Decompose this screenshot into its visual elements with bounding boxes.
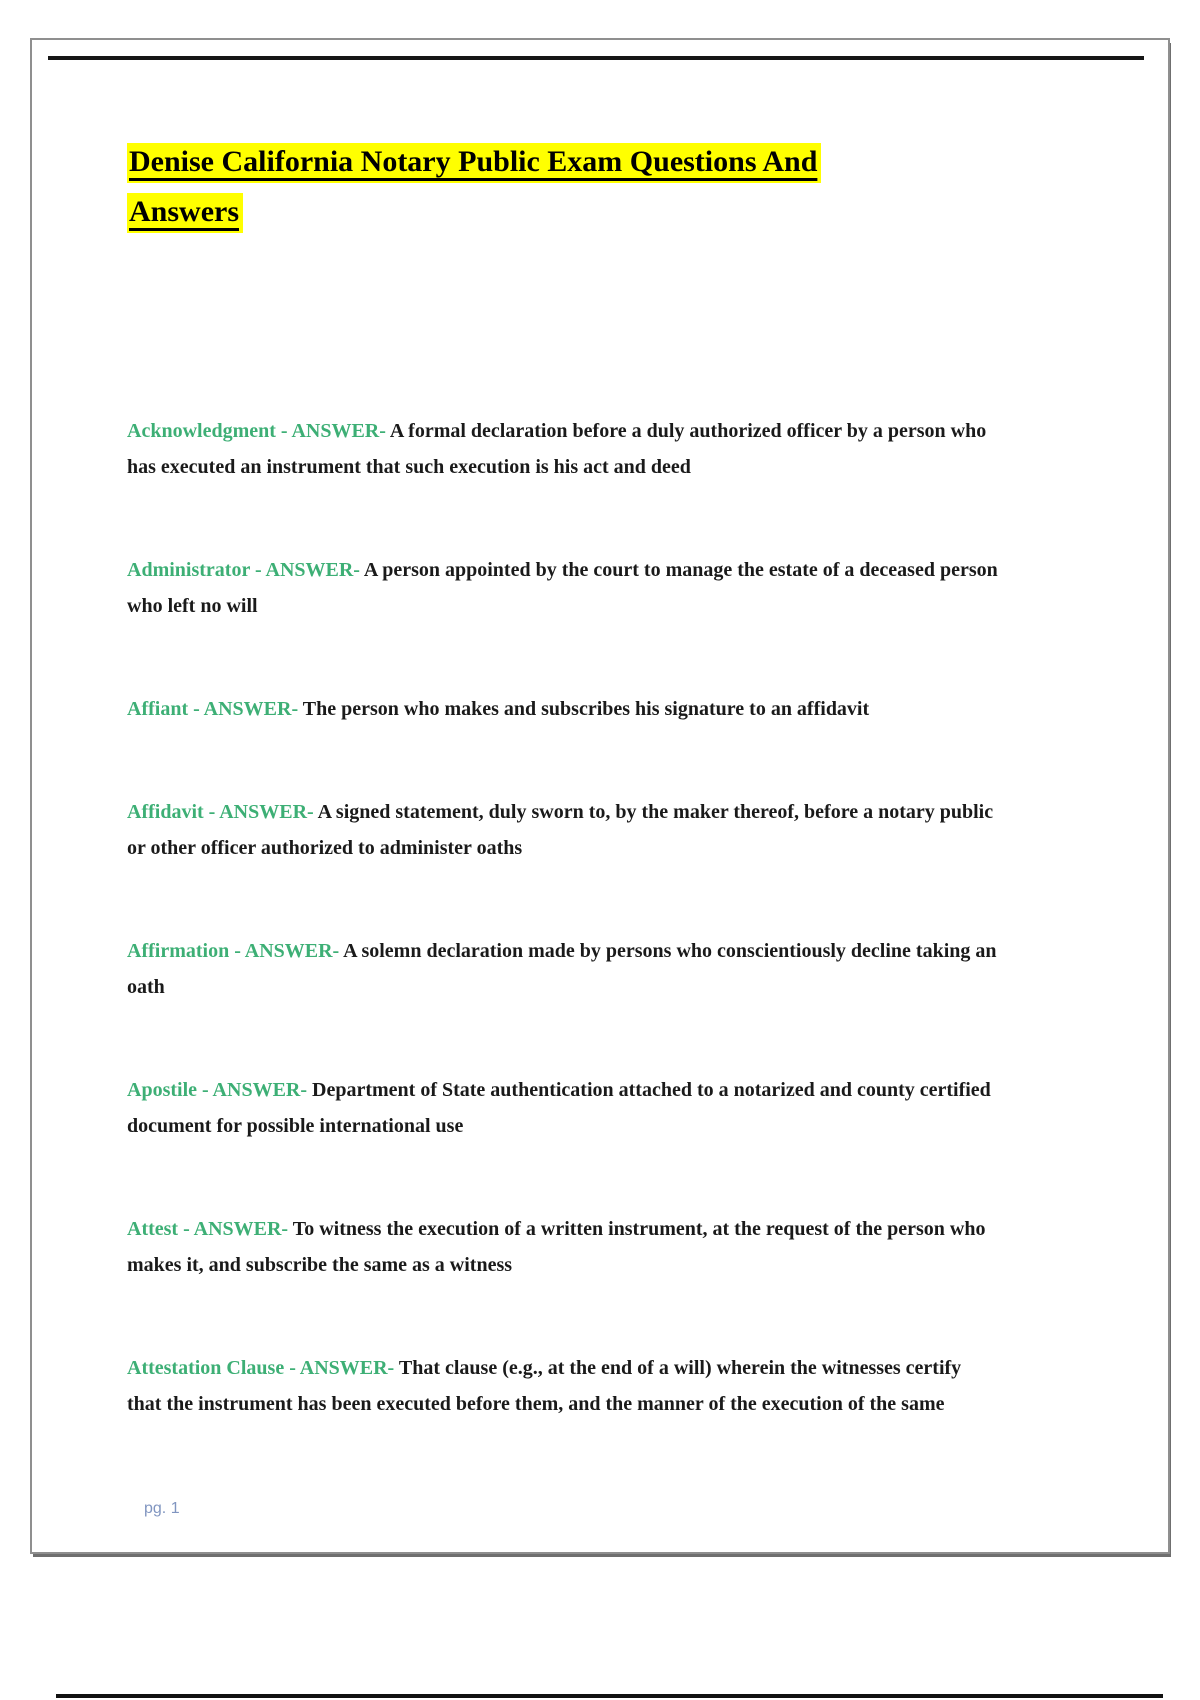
definition-text: That clause (e.g., at the end of a will) wherein the witnesses certify that the instrument has been executed before them, and the manner of the execution of the same [127,1357,962,1415]
page-title-highlight: Denise California Notary Public Exam Questions And Answers [127,143,821,233]
definition-text: Department of State authentication attached to a notarized and county certified document for possible international use [127,1079,991,1137]
term-label: Apostile - ANSWER- [127,1079,308,1101]
document-page [30,38,1170,1554]
definition-text: To witness the execution of a written instrument, at the request of the person who makes it, and subscribe the same as a witness [127,1218,986,1276]
qa-entry [127,933,999,1005]
next-page-header-rule [56,1694,1163,1698]
term-label: Administrator - ANSWER- [127,559,360,581]
qa-entry [127,413,999,485]
term-label: Acknowledgment - ANSWER- [127,420,386,442]
term-label: Affirmation - ANSWER- [127,940,340,962]
qa-entry [127,1072,999,1144]
definition-text: A person appointed by the court to manage the estate of a deceased person who left no will [127,559,998,617]
page-number: pg. 1 [144,1500,180,1517]
page-title [127,137,927,237]
definition-text: The person who makes and subscribes his signature to an affidavit [302,698,870,720]
qa-entry [127,691,999,727]
definition-text: A solemn declaration made by persons who conscientiously decline taking an oath [127,940,997,998]
term-label: Attest - ANSWER- [127,1218,289,1240]
definition-text: A signed statement, duly sworn to, by the maker thereof, before a notary public or other officer authorized to administer oaths [127,801,994,859]
header-rule [48,56,1144,60]
qa-entry [127,794,999,866]
definition-text: A formal declaration before a duly authorized officer by a person who has executed an instrument that such execution is his act and deed [127,420,987,478]
qa-entry [127,1211,999,1283]
qa-list [127,413,999,1489]
term-label: Affidavit - ANSWER- [127,801,314,823]
term-label: Attestation Clause - ANSWER- [127,1357,395,1379]
qa-entry [127,1350,999,1422]
qa-entry [127,552,999,624]
term-label: Affiant - ANSWER- [127,698,299,720]
